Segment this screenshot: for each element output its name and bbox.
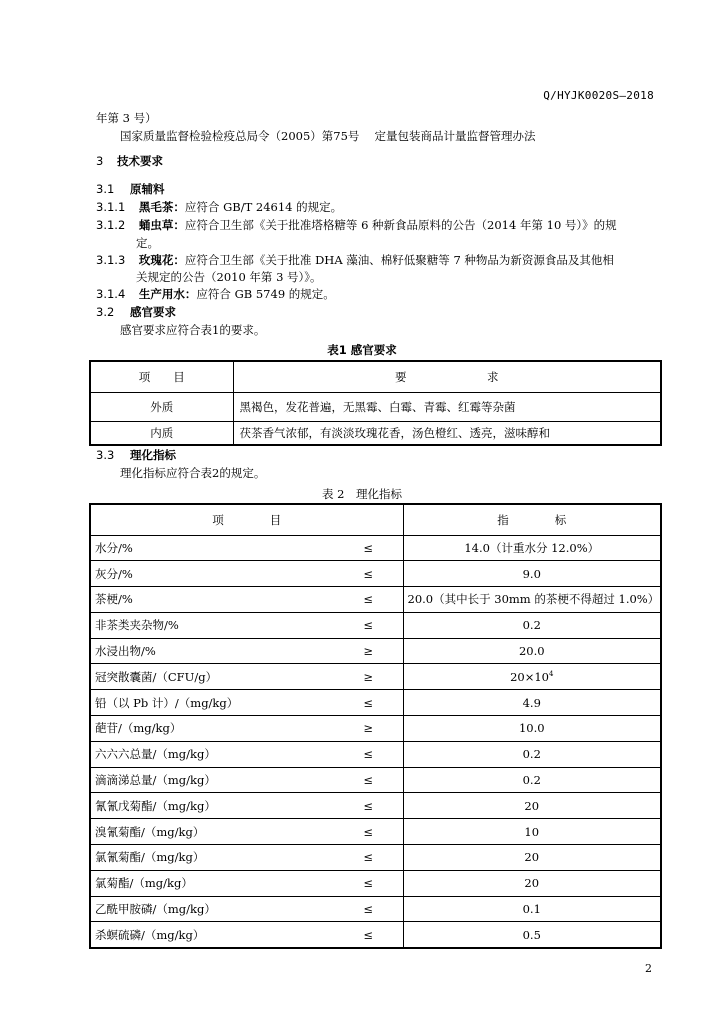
document-code: Q/HYJK0020S—2018 <box>543 89 654 102</box>
section-3-2-body: 感官要求应符合表1的要求。 <box>120 323 266 337</box>
table-header-row <box>90 361 661 392</box>
clause-3-1-2 <box>96 217 617 233</box>
section-number: 3 <box>96 154 104 168</box>
clause-text: 应符合卫生部《关于批准 DHA 藻油、棉籽低聚糖等 7 种物品为新资源食品及其他相 <box>184 253 614 267</box>
row-comparator: ≤ <box>334 561 403 587</box>
clause-text: 应符合 GB/T 24614 的规定。 <box>184 200 343 214</box>
row-item: 内质 <box>90 421 233 445</box>
row-item: 氯氰菊酯/（mg/kg） <box>90 845 334 871</box>
section-3-1-heading <box>96 181 164 197</box>
row-value-text: 0.1 <box>522 902 541 917</box>
row-value <box>403 587 661 613</box>
row-value <box>403 896 661 922</box>
row-value-text: 10.0 <box>518 721 545 736</box>
table-row <box>90 638 661 664</box>
row-comparator: ≤ <box>334 587 403 613</box>
section-number: 3.1 <box>96 182 115 196</box>
row-requirement: 茯茶香气浓郁，有淡淡玫瑰花香，汤色橙红、透亮，滋味醇和 <box>233 421 661 445</box>
row-value <box>403 561 661 587</box>
row-value-text: 20 <box>524 876 540 891</box>
physicochemical-indicators-table <box>89 503 662 949</box>
table-row <box>90 587 661 613</box>
row-value <box>403 922 661 948</box>
table-row <box>90 741 661 767</box>
table-row <box>90 793 661 819</box>
clause-3-1-2-continuation: 定。 <box>136 236 159 250</box>
page-number: 2 <box>645 962 652 975</box>
sensory-requirements-table <box>89 360 662 446</box>
row-value-text: 0.2 <box>522 747 541 762</box>
row-comparator: ≤ <box>334 535 403 561</box>
table-row <box>90 392 661 421</box>
clause-number: 3.1.3 <box>96 253 126 267</box>
clause-label: 生产用水： <box>138 287 197 301</box>
row-item: 氯菊酯/（mg/kg） <box>90 870 334 896</box>
row-value-exponent: 4 <box>548 670 554 679</box>
row-value-text: 0.2 <box>522 618 541 633</box>
clause-text: 应符合 GB 5749 的规定。 <box>196 287 335 301</box>
table-row <box>90 716 661 742</box>
clause-text: 应符合卫生部《关于批准塔格糖等 6 种新食品原料的公告（2014 年第 10 号）》的规 <box>184 218 617 232</box>
table-row <box>90 870 661 896</box>
row-comparator: ≤ <box>334 741 403 767</box>
table-row <box>90 767 661 793</box>
table-header-row <box>90 504 661 535</box>
header-cell-requirement: 要 求 <box>233 361 661 392</box>
row-value <box>403 793 661 819</box>
section-number: 3.3 <box>96 448 115 462</box>
row-item: 六六六总量/（mg/kg） <box>90 741 334 767</box>
row-value <box>403 767 661 793</box>
clause-number: 3.1.1 <box>96 200 126 214</box>
table-row <box>90 896 661 922</box>
clause-label: 玫瑰花： <box>138 253 185 267</box>
table-2-caption: 表 2 理化指标 <box>322 487 402 501</box>
row-item: 水浸出物/% <box>90 638 334 664</box>
clause-number: 3.1.4 <box>96 287 126 301</box>
table-row <box>90 845 661 871</box>
section-3-3-body: 理化指标应符合表2的规定。 <box>120 466 266 480</box>
table-row <box>90 561 661 587</box>
row-comparator: ≤ <box>334 612 403 638</box>
row-value <box>403 664 661 690</box>
row-item: 氰氰戊菊酯/（mg/kg） <box>90 793 334 819</box>
row-comparator: ≤ <box>334 793 403 819</box>
row-item: 葩苷/（mg/kg） <box>90 716 334 742</box>
row-comparator: ≤ <box>334 922 403 948</box>
row-value <box>403 690 661 716</box>
row-value <box>403 741 661 767</box>
row-comparator: ≤ <box>334 845 403 871</box>
clause-label: 黑毛茶： <box>138 200 185 214</box>
clause-3-1-4 <box>96 286 335 302</box>
section-number: 3.2 <box>96 305 115 319</box>
row-value <box>403 638 661 664</box>
row-comparator: ≤ <box>334 819 403 845</box>
clause-label: 蛹虫草： <box>138 218 185 232</box>
table-row <box>90 690 661 716</box>
continuation-line-2: 国家质量监督检验检疫总局令（2005）第75号 定量包装商品计量监督管理办法 <box>120 129 536 143</box>
row-value-text: 0.2 <box>522 773 541 788</box>
row-value <box>403 845 661 871</box>
row-item: 溴氰菊酯/（mg/kg） <box>90 819 334 845</box>
table-row <box>90 612 661 638</box>
row-item: 滴滴涕总量/（mg/kg） <box>90 767 334 793</box>
row-item: 铅（以 Pb 计）/（mg/kg） <box>90 690 334 716</box>
row-comparator: ≤ <box>334 767 403 793</box>
header-cell-item: 项 目 <box>90 361 233 392</box>
row-comparator: ≤ <box>334 690 403 716</box>
row-value-text: 20.0（其中长于 30mm 的茶梗不得超过 1.0%） <box>407 592 660 607</box>
row-value-text: 10 <box>524 824 540 839</box>
row-comparator: ≤ <box>334 896 403 922</box>
row-item: 非茶类夹杂物/% <box>90 612 334 638</box>
section-title: 理化指标 <box>129 448 176 462</box>
row-value-text: 14.0（计重水分 12.0%） <box>464 540 600 555</box>
row-item: 乙酰甲胺磷/（mg/kg） <box>90 896 334 922</box>
row-value <box>403 612 661 638</box>
table-row <box>90 819 661 845</box>
header-cell-indicator: 指 标 <box>403 504 661 535</box>
row-value <box>403 870 661 896</box>
row-value-text: 0.5 <box>522 927 541 942</box>
section-3-3-heading <box>96 447 176 463</box>
clause-3-1-3 <box>96 252 614 268</box>
section-3-2-heading <box>96 304 176 320</box>
row-item: 灰分/% <box>90 561 334 587</box>
row-value-text: 20×10 <box>510 669 549 684</box>
row-value <box>403 535 661 561</box>
row-item: 茶梗/% <box>90 587 334 613</box>
table-row <box>90 535 661 561</box>
clause-3-1-3-continuation: 关规定的公告（2010 年第 3 号）》。 <box>136 270 322 284</box>
row-comparator: ≥ <box>334 716 403 742</box>
row-comparator: ≥ <box>334 664 403 690</box>
table-row <box>90 922 661 948</box>
table-body <box>90 535 661 948</box>
row-value <box>403 819 661 845</box>
row-item: 冠突散囊菌/（CFU/g） <box>90 664 334 690</box>
clause-3-1-1 <box>96 199 342 215</box>
table-row <box>90 421 661 445</box>
row-comparator: ≥ <box>334 638 403 664</box>
table-row <box>90 664 661 690</box>
row-item: 外质 <box>90 392 233 421</box>
continuation-line-1: 年第 3 号） <box>96 111 157 125</box>
clause-number: 3.1.2 <box>96 218 126 232</box>
row-value-text: 20 <box>524 850 540 865</box>
table-1-caption: 表1 感官要求 <box>327 343 397 357</box>
row-item: 杀螟硫磷/（mg/kg） <box>90 922 334 948</box>
row-value-text: 20.0 <box>518 644 545 659</box>
row-value-text: 4.9 <box>522 695 541 710</box>
row-item: 水分/% <box>90 535 334 561</box>
row-value-text: 20 <box>524 798 540 813</box>
section-title: 原辅料 <box>129 182 165 196</box>
row-value-text: 9.0 <box>522 566 541 581</box>
section-title: 技术要求 <box>116 154 163 168</box>
row-requirement: 黑褐色，发花普遍，无黑霉、白霉、青霉、红霉等杂菌 <box>233 392 661 421</box>
section-title: 感官要求 <box>129 305 176 319</box>
header-cell-item: 项 目 <box>90 504 403 535</box>
row-value <box>403 716 661 742</box>
row-comparator: ≤ <box>334 870 403 896</box>
section-3-heading <box>96 153 163 169</box>
